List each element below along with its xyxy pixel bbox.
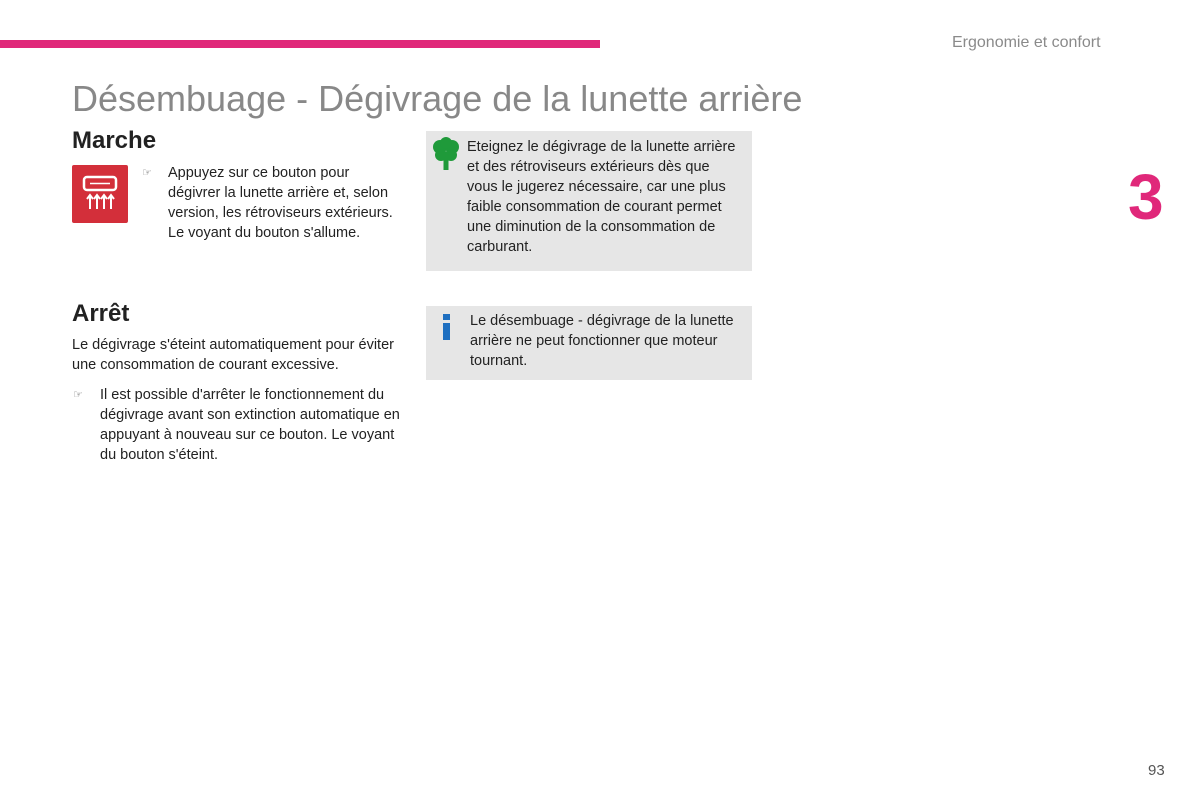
heading-marche: Marche [72, 127, 157, 154]
arret-bullet-text: Il est possible d'arrêter le fonctionnement du dégivrage avant son extinction automatique en appuyant à nouveau sur ce bouton. Le voyant du bouton s'éteint. [100, 387, 400, 463]
chapter-number: 3 [1128, 161, 1164, 233]
section-title: Ergonomie et confort [952, 34, 1101, 51]
bullet-icon: ☞ [73, 389, 83, 401]
accent-bar [0, 40, 600, 48]
eco-note [426, 131, 752, 271]
info-note-text: Le désembuage - dégivrage de la lunette arrière ne peut fonctionner que moteur tournant. [470, 313, 734, 369]
marche-text: Appuyez sur ce bouton pour dégivrer la lunette arrière et, selon version, les rétroviseurs extérieurs. Le voyant du bouton s'allume. [168, 165, 393, 241]
tree-icon [432, 137, 460, 171]
eco-note-text: Eteignez le dégivrage de la lunette arrière et des rétroviseurs extérieurs dès que vous le jugerez nécessaire, car une plus faible consommation de courant permet une diminution de la consommation de carburant. [467, 139, 736, 255]
rear-defrost-button[interactable] [72, 165, 128, 223]
rear-defrost-icon [82, 175, 118, 213]
heading-arret: Arrêt [72, 300, 130, 327]
arret-text: Le dégivrage s'éteint automatiquement pour éviter une consommation de courant excessive. [72, 337, 394, 373]
page-number: 93 [1148, 762, 1165, 779]
page-title: Désembuage - Dégivrage de la lunette arrière [72, 78, 803, 119]
info-icon [432, 312, 460, 342]
bullet-icon: ☞ [142, 167, 152, 179]
info-note [426, 306, 752, 380]
